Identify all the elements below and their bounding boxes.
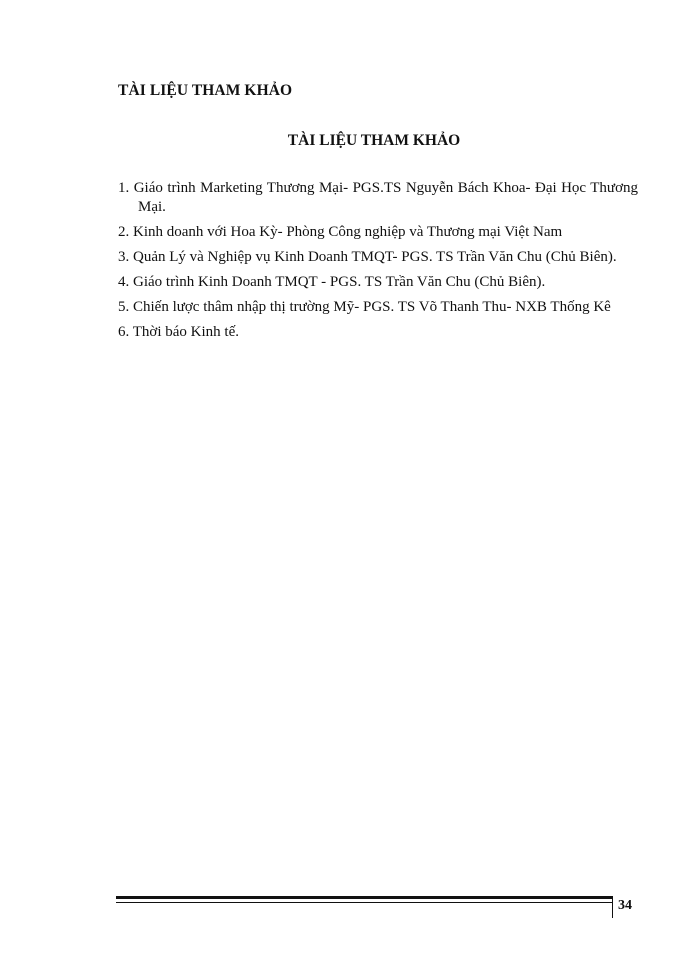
section-heading: TÀI LIỆU THAM KHẢO (118, 82, 293, 99)
list-item (118, 273, 638, 292)
list-item (118, 248, 638, 267)
reference-text: Giáo trình Kinh Doanh TMQT - PGS. TS Trần Văn Chu (Chủ Biên). (133, 274, 546, 290)
reference-number: 1. (118, 180, 130, 196)
list-item (118, 298, 638, 317)
reference-number: 2. (118, 224, 130, 240)
footer-rule-vertical (612, 896, 613, 918)
page-number: 34 (618, 898, 632, 913)
list-item (118, 179, 638, 217)
reference-number: 4. (118, 274, 130, 290)
page-title: TÀI LIỆU THAM KHẢO (287, 132, 461, 149)
footer-rule-thick (116, 896, 612, 899)
reference-text: Giáo trình Marketing Thương Mại- PGS.TS Nguyễn Bách Khoa- Đại Học Thương Mại. (133, 180, 638, 215)
reference-text: Kinh doanh với Hoa Kỳ- Phòng Công nghiệp và Thương mại Việt Nam (133, 224, 563, 240)
list-item (118, 223, 638, 242)
reference-list (118, 179, 638, 348)
reference-number: 5. (118, 299, 130, 315)
list-item (118, 323, 638, 342)
reference-number: 3. (118, 249, 130, 265)
reference-number: 6. (118, 324, 130, 340)
footer-rule-thin (116, 902, 612, 903)
reference-text: Chiến lược thâm nhập thị trường Mỹ- PGS. TS Võ Thanh Thu- NXB Thống Kê (133, 299, 611, 315)
reference-text: Thời báo Kinh tế. (132, 324, 239, 340)
reference-text: Quản Lý và Nghiệp vụ Kinh Doanh TMQT- PGS. TS Trần Văn Chu (Chủ Biên). (133, 249, 617, 265)
